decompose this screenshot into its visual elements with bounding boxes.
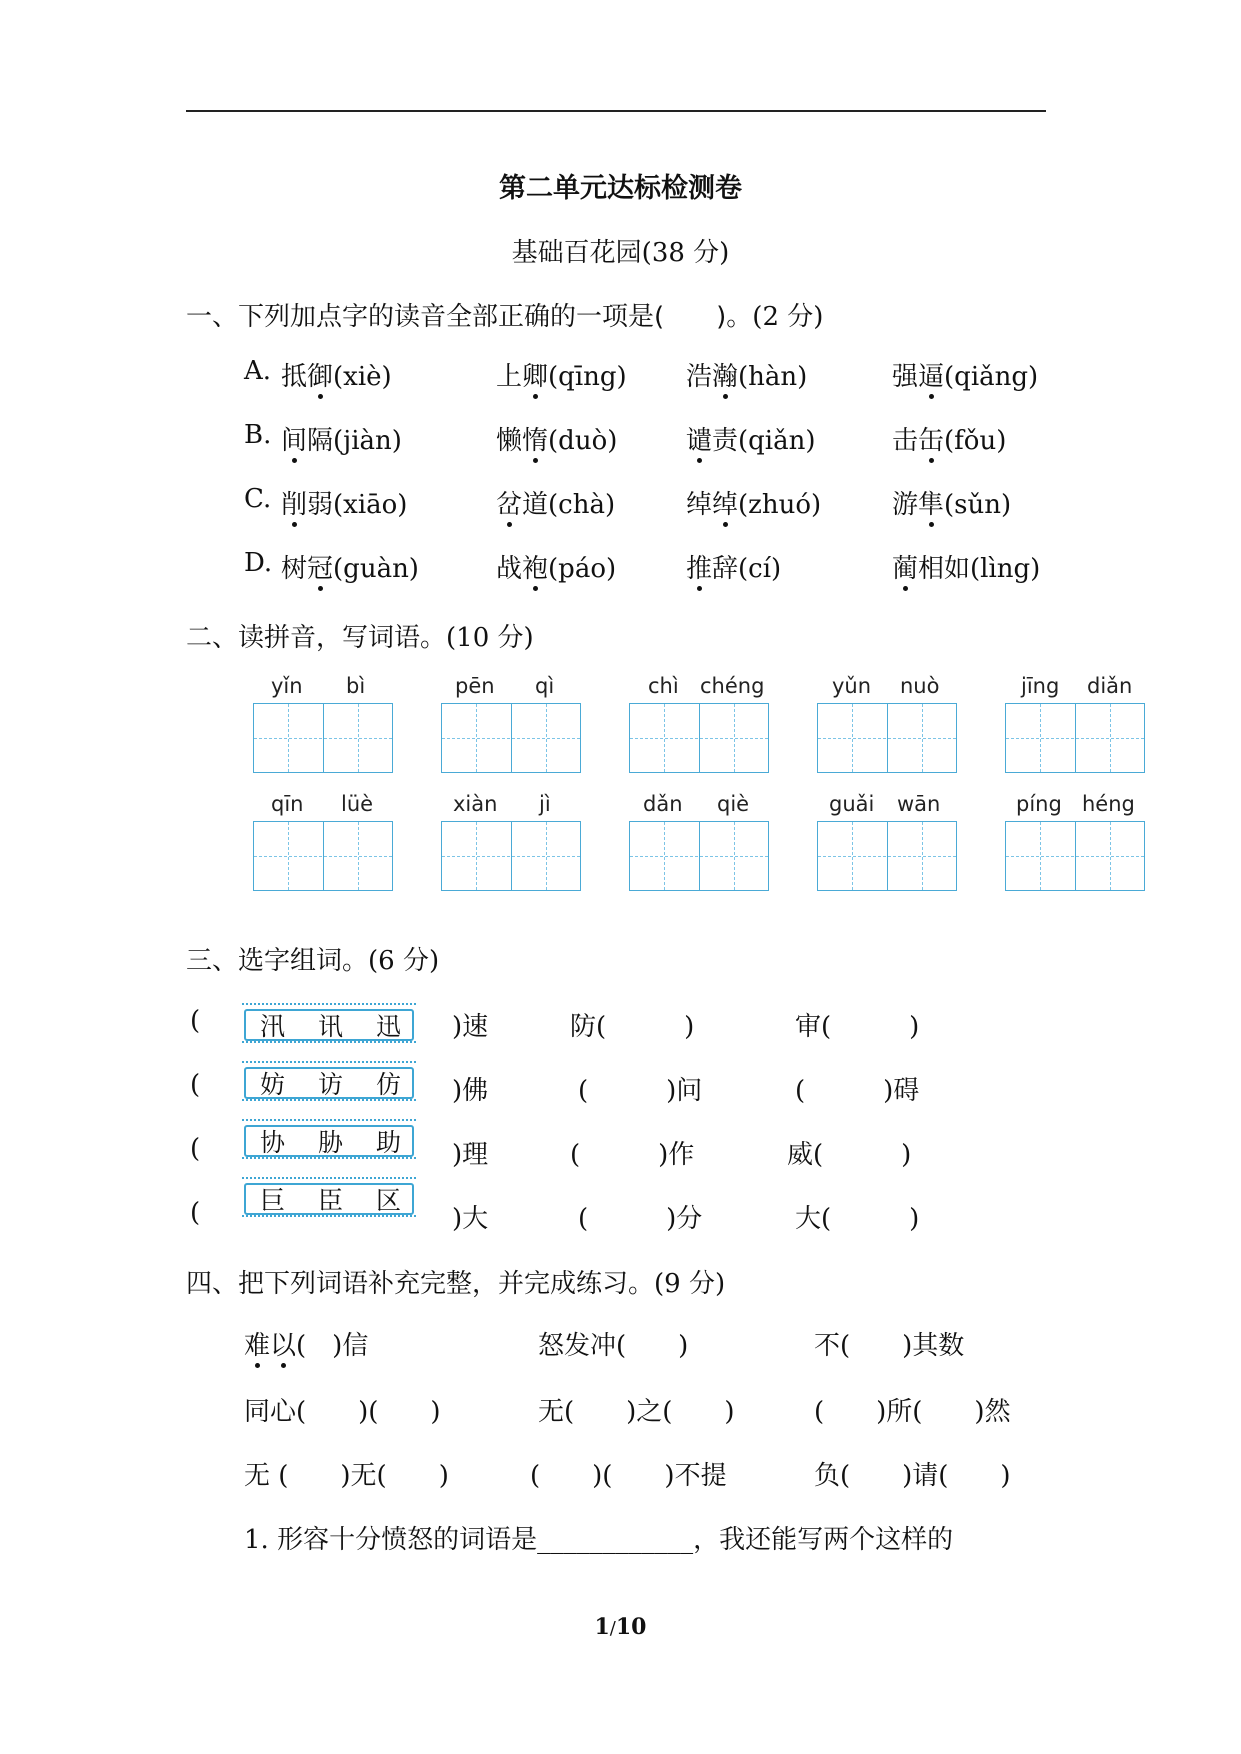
q1-option-d-2: 战袍(páo) [496,548,616,585]
char-option: 访 [318,1070,344,1099]
word-blank[interactable]: ( )分 [578,1204,703,1234]
pinyin: xiàn [453,792,498,816]
top-rule [186,110,1046,112]
pinyin: yǔn [832,674,872,698]
writing-grid[interactable] [441,703,581,773]
word-blank[interactable]: ( )问 [578,1076,703,1106]
char-option: 臣 [318,1186,344,1215]
idiom-blank[interactable]: 怒发冲( ) [538,1331,689,1361]
q1-option-c-2: 岔道(chà) [496,484,615,521]
q1-option-a-3: 浩瀚(hàn) [686,356,807,393]
q1-option-a-1: 抵御(xiè) [281,356,392,393]
q1-option-a-4: 强逼(qiǎng) [892,356,1038,393]
char-option: 妨 [260,1070,286,1099]
writing-grid[interactable] [253,703,393,773]
pinyin: bì [346,674,366,698]
q1-heading: 一、下列加点字的读音全部正确的一项是( )。(2 分) [186,302,824,332]
q1-option-b-label: B. [244,420,272,450]
pinyin: wān [897,792,941,816]
word-blank[interactable]: )佛 [452,1076,489,1106]
pinyin: qiè [717,792,750,816]
pinyin: héng [1082,792,1135,816]
char-option: 协 [260,1128,286,1157]
word-blank[interactable]: 大( ) [795,1204,920,1234]
q1-option-d-label: D. [244,548,273,578]
q1-option-c-1: 削弱(xiāo) [281,484,407,521]
pinyin: nuò [900,674,940,698]
pinyin: chéng [700,674,765,698]
char-option: 胁 [318,1128,344,1157]
word-blank[interactable]: )速 [452,1012,489,1042]
writing-grid[interactable] [253,821,393,891]
word-blank[interactable]: 审( ) [795,1012,920,1042]
word-blank[interactable]: ( )作 [570,1140,695,1170]
blank-open-paren: ( [190,1134,201,1164]
pinyin: qīn [271,792,304,816]
writing-grid[interactable] [629,821,769,891]
char-choice-box [238,1119,420,1163]
pinyin: píng [1016,792,1062,816]
q1-option-c-label: C. [244,484,272,514]
idiom-blank[interactable]: 无 ( )无( ) [244,1461,449,1491]
idiom-blank[interactable]: 无( )之( ) [538,1397,735,1427]
q1-option-b-4: 击缶(fǒu) [892,420,1006,457]
q1-option-b-1: 间隔(jiàn) [281,420,402,457]
idiom-blank[interactable]: ( )所( )然 [814,1397,1011,1427]
pinyin: jīng [1021,674,1060,698]
pinyin: jì [539,792,551,816]
q1-option-d-1: 树冠(guàn) [281,548,419,585]
pinyin: diǎn [1087,674,1133,698]
q1-option-d-3: 推辞(cí) [686,548,781,585]
word-blank[interactable]: )大 [452,1204,489,1234]
char-option: 汛 [260,1012,286,1041]
q4-heading: 四、把下列词语补充完整，并完成练习。(9 分) [186,1269,726,1299]
section-subtitle: 基础百花园(38 分) [511,238,730,268]
writing-grid[interactable] [1005,821,1145,891]
blank-open-paren: ( [190,1006,201,1036]
q3-heading: 三、选字组词。(6 分) [186,946,440,976]
exercise-1[interactable]: 1. 形容十分愤怒的词语是____________，我还能写两个这样的 [244,1525,954,1555]
writing-grid[interactable] [629,703,769,773]
char-option: 巨 [260,1186,286,1215]
pinyin: pēn [455,674,495,698]
q1-option-b-2: 懒惰(duò) [496,420,617,457]
blank-open-paren: ( [190,1070,201,1100]
idiom-blank[interactable]: 不( )其数 [814,1331,965,1361]
writing-grid[interactable] [817,821,957,891]
char-choice-box [238,1003,420,1047]
q1-option-a-2: 上卿(qīng) [496,356,627,393]
word-blank[interactable]: ( )碍 [795,1076,920,1106]
idiom-blank[interactable]: 难以( )信 [244,1325,368,1362]
q2-heading: 二、读拼音，写词语。(10 分) [186,623,534,653]
pinyin: chì [648,674,679,698]
char-option: 迅 [376,1012,402,1041]
pinyin: yǐn [271,674,303,698]
idiom-blank[interactable]: ( )( )不提 [530,1461,727,1491]
pinyin: dǎn [643,792,683,816]
writing-grid[interactable] [817,703,957,773]
char-option: 仿 [376,1070,402,1099]
q1-option-c-3: 绰绰(zhuó) [686,484,821,521]
pinyin: lüè [341,792,374,816]
word-blank[interactable]: 威( ) [787,1140,912,1170]
writing-grid[interactable] [1005,703,1145,773]
pinyin: qì [535,674,555,698]
char-choice-box [238,1177,420,1221]
q1-option-d-4: 蔺相如(lìng) [892,548,1040,585]
blank-open-paren: ( [190,1198,201,1228]
idiom-blank[interactable]: 同心( )( ) [244,1397,441,1427]
q1-option-c-4: 游隼(sǔn) [892,484,1011,521]
char-option: 区 [376,1186,402,1215]
q1-option-b-3: 谴责(qiǎn) [686,420,816,457]
pinyin: guǎi [829,792,875,816]
writing-grid[interactable] [441,821,581,891]
idiom-blank[interactable]: 负( )请( ) [814,1461,1011,1491]
q1-option-a-label: A. [244,356,272,386]
page-number: 1/10 [594,1614,647,1640]
char-option: 助 [376,1128,402,1157]
word-blank[interactable]: )理 [452,1140,489,1170]
page-title: 第二单元达标检测卷 [499,173,742,204]
char-option: 讯 [318,1012,344,1041]
char-choice-box [238,1061,420,1105]
word-blank[interactable]: 防( ) [570,1012,695,1042]
